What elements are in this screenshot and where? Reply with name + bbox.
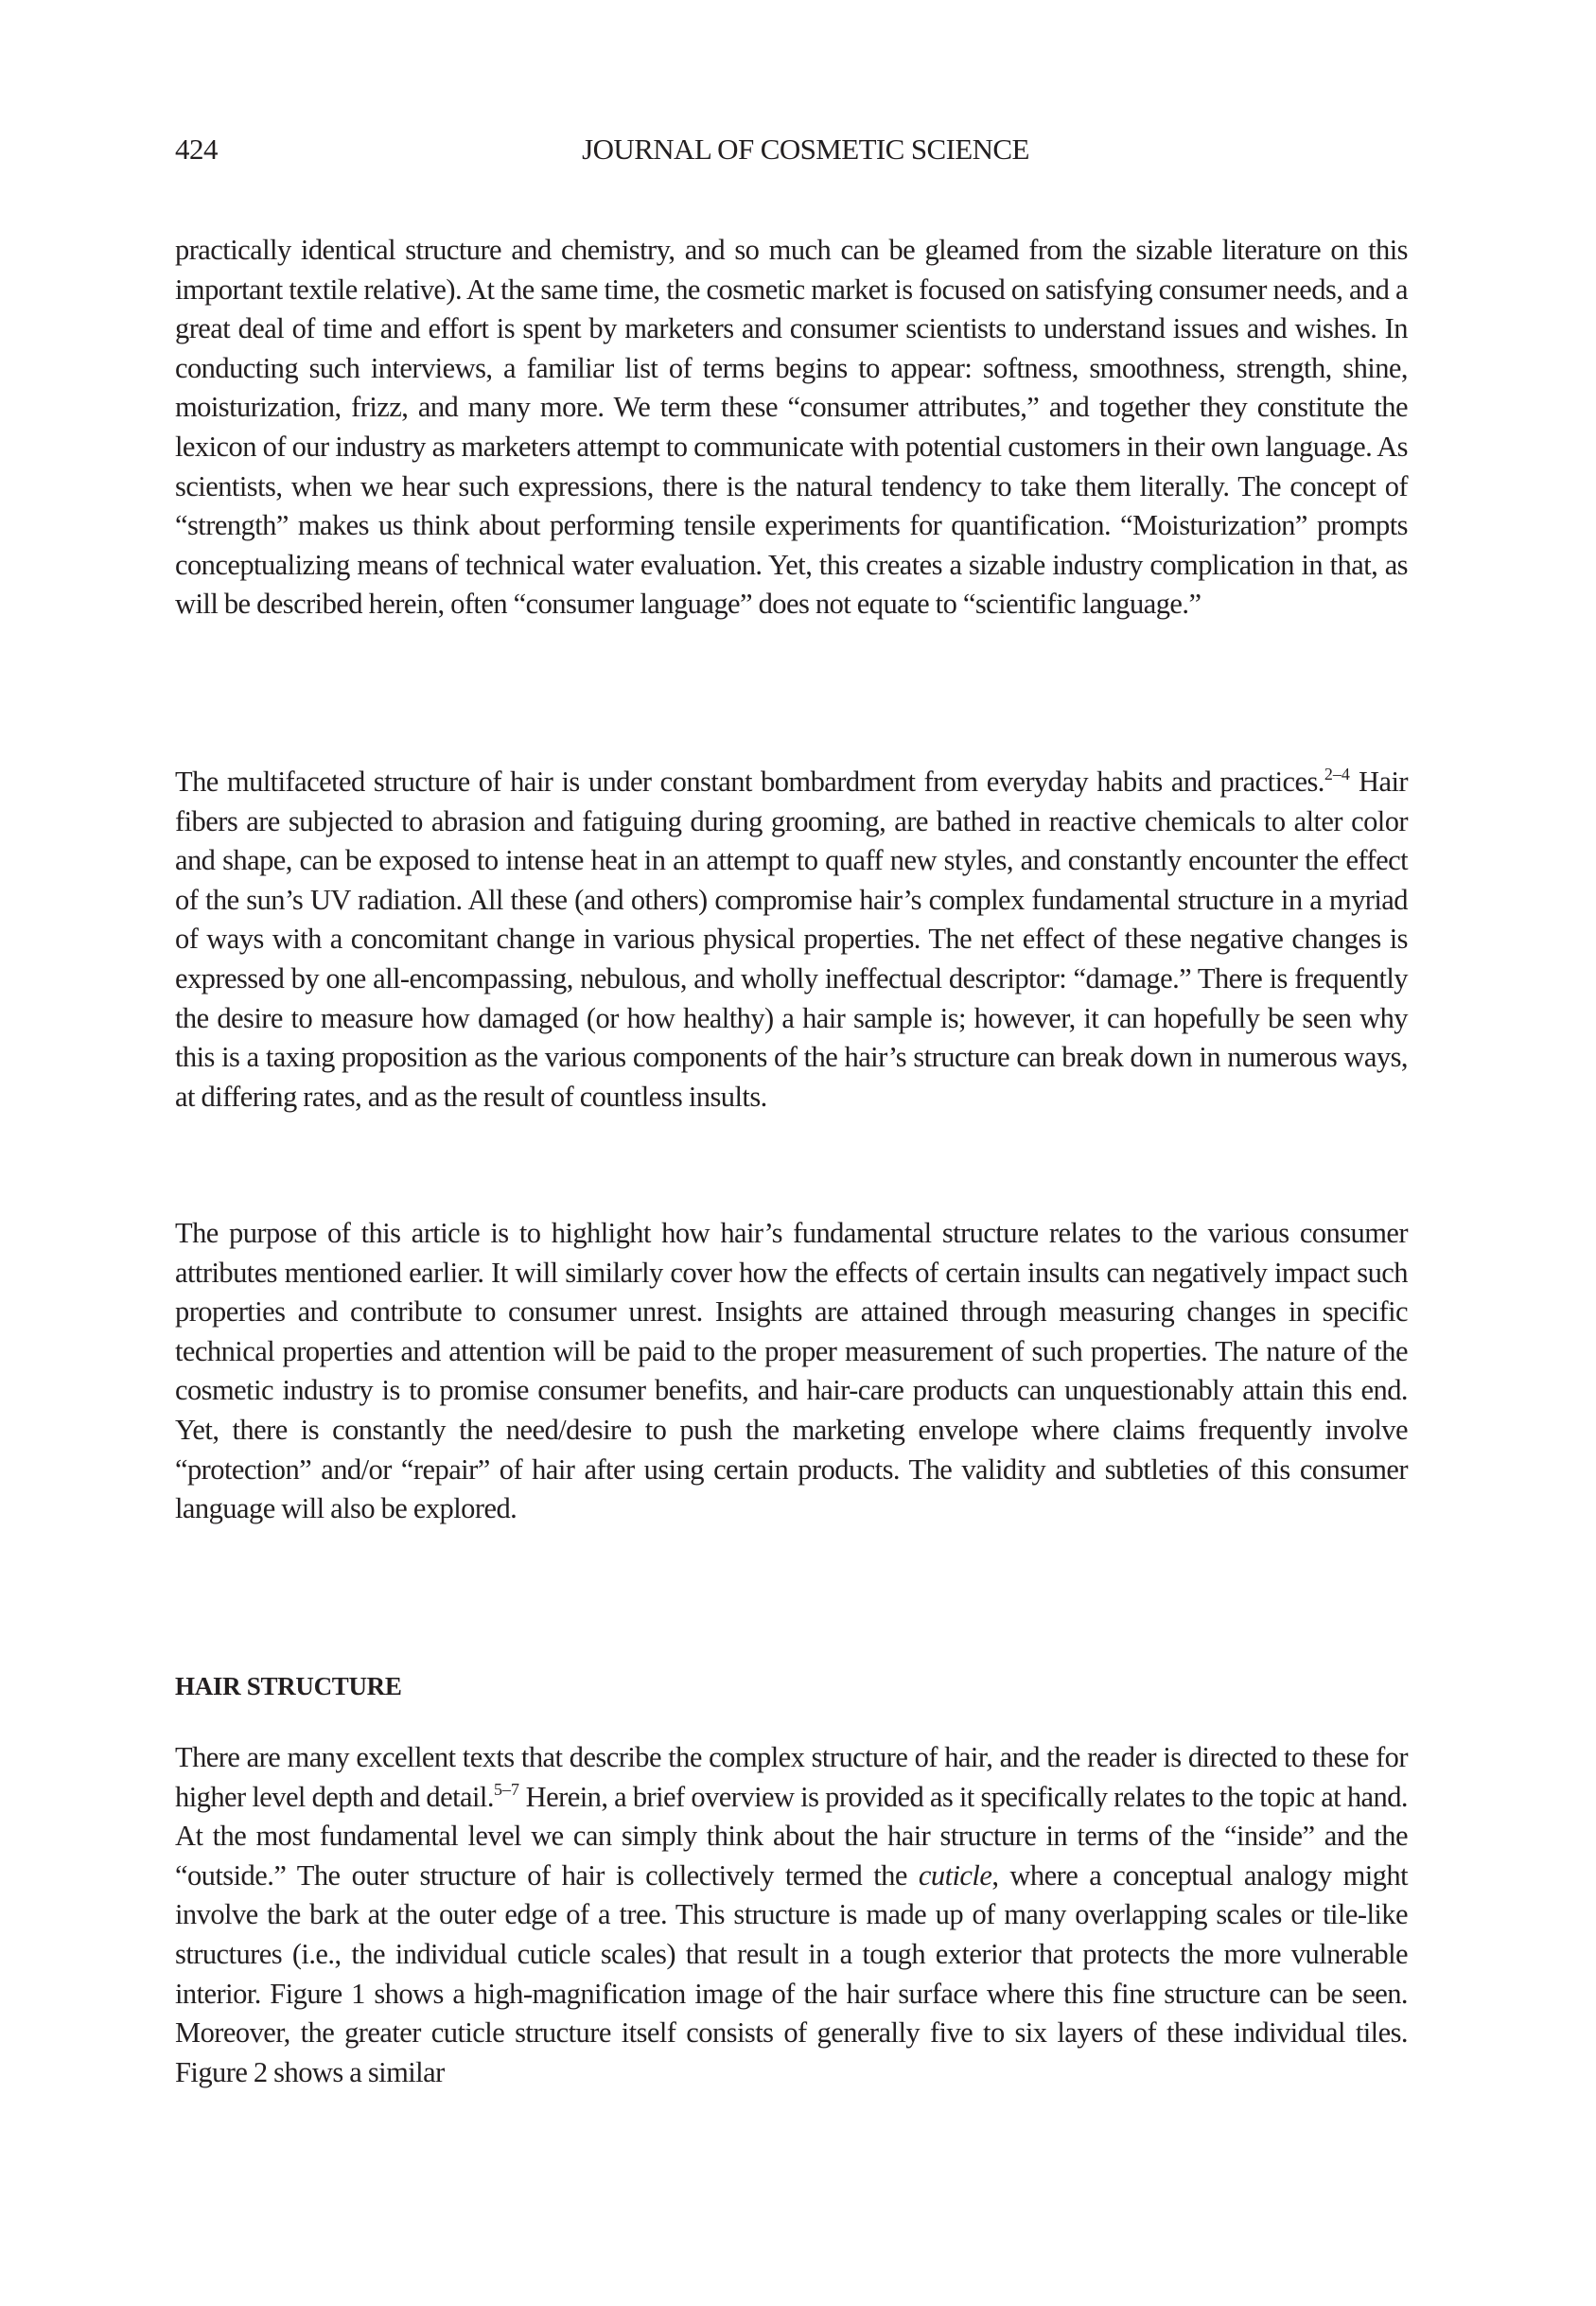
paragraph-hair-damage [175,763,1408,1117]
journal-running-title: JOURNAL OF COSMETIC SCIENCE [582,132,1029,166]
paragraph-text: , where a conceptual analogy might involve the bark at the outer edge of a tree. This structure is made up of many overlapping scales or tile-like structures (i.e., the individual cuticle scales) that result in a tough exterior that protects the more vulnerable interior. Figure 1 shows a high-magnification image of the hair surface where this fine structure can be seen. Moreover, the greater cuticle structure itself consists of generally five to six layers of these individual tiles. Figure 2 shows a similar [175,1858,1408,2088]
citation-reference: 5–7 [493,1779,519,1799]
paragraph-text: Hair fibers are subjected to abrasion and fatiguing during grooming, are bathed in reactive chemicals to alter color and shape, can be exposed to intense heat in an attempt to quaff new styles, and constantly encounter the effect of the sun’s UV radiation. All these (and others) compromise hair’s complex fundamental structure in a myriad of ways with a concomitant change in various physical properties. The net effect of these negative changes is expressed by one all-encompassing, nebulous, and wholly ineffectual descriptor: “damage.” There is frequently the desire to measure how damaged (or how healthy) a hair sample is; however, it can hopefully be seen why this is a taxing proposition as the various components of the hair’s structure can break down in numerous ways, at differing rates, and as the result of countless insults. [175,766,1408,1113]
paragraph-article-purpose: The purpose of this article is to highlight how hair’s fundamental structure relates to the various consumer attributes mentioned earlier. It will similarly cover how the effects of certain insults can negatively impact such properties and contribute to consumer unrest. Insights are attained through measuring changes in specific technical properties and attention will be paid to the proper measurement of such properties. The nature of the cosmetic industry is to promise consumer benefits, and hair-care products can unquestionably attain this end. Yet, there is constantly the need/desire to push the marketing envelope where claims frequently involve “protection” and/or “repair” of hair after using certain products. The validity and subtleties of this consumer language will also be explored. [175,1217,1408,1525]
paragraph-consumer-attributes: practically identical structure and chemistry, and so much can be gleamed from the sizable literature on this important textile relative). At the same time, the cosmetic market is focused on satisfying consumer needs, and a great deal of time and effort is spent by marketers and consumer scientists to understand issues and wishes. In conducting such interviews, a familiar list of terms begins to appear: softness, smoothness, strength, shine, moisturization, frizz, and many more. We term these “consumer attributes,” and together they constitute the lexicon of our industry as marketers attempt to communicate with potential customers in their own language. As scientists, when we hear such expressions, there is the natural tendency to take them literally. The concept of “strength” makes us think about performing tensile experiments for quantification. “Moisturization” prompts conceptualizing means of technical water evaluation. Yet, this creates a sizable industry complication in that, as will be described herein, often “consumer language” does not equate to “scientific language.” [175,234,1408,621]
italic-term-cuticle: cuticle [918,1858,992,1892]
paragraph-text: There are many excellent texts that describe the complex structure of hair, and the reader is directed to these for higher level depth and detail. [175,1741,1408,1813]
section-heading-hair-structure: HAIR STRUCTURE [175,1672,402,1700]
paragraph-hair-structure-overview [175,1738,1408,2092]
page-number: 424 [175,132,218,166]
page-header [175,129,1408,170]
paragraph-text: The multifaceted structure of hair is under constant bombardment from everyday habits and practices. [175,766,1324,798]
citation-reference: 2–4 [1324,765,1350,783]
paragraph-text: Herein, a brief overview is provided as it specifically relates to the topic at hand. At the most fundamental level we can simply think about the hair structure in terms of the “inside” and the “outside.” The outer structure of hair is collectively termed the [175,1780,1408,1892]
